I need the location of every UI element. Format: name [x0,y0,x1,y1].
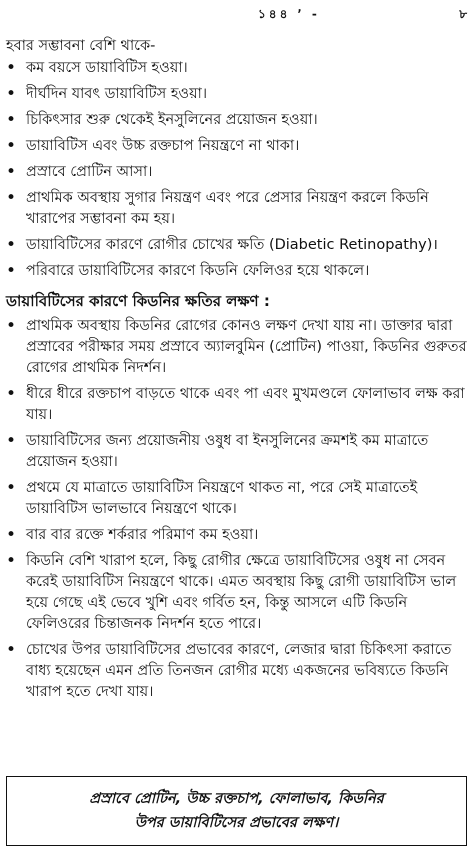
page-content [6,36,468,708]
bullet-icon: • [6,235,17,255]
list-item [6,235,468,256]
list-item [6,431,468,473]
list-item-text: পরিবারে ডায়াবিটিসের কারণে কিডনি ফেলিওর হয়ে থাকলে। [26,263,370,279]
header-marks: ১৪৪ ՚ ‑ [258,7,320,21]
list-item-text: কিডনি বেশি খারাপ হলে, কিছু রোগীর ক্ষেত্রে ডায়াবিটিসের ওষুধ না সেবন করেই ডায়াবিটিস নিয়ন্ত্রণে থাকে। এমত অবস্থায় কিছু রোগী ডায়াবিটিস ভাল হয়ে গেছে এই ভেবে খুশি এবং গর্বিত হন, কিন্তু আসলে এটি কিডনি ফেলিওরের চিন্তাজনক নিদর্শন হতে পারে। [26,553,457,632]
bullet-icon: • [6,188,17,208]
list-item [6,384,468,426]
bullet-icon: • [6,316,17,336]
list-item [6,551,468,635]
list-item [6,261,468,282]
list-item-text: ডায়াবিটিসের জন্য প্রয়োজনীয় ওষুধ বা ইনসুলিনের ক্রমশই কম মাত্রাতে প্রয়োজন হওয়া। [26,433,429,470]
list-item-text: ডায়াবিটিস এবং উচ্চ রক্তচাপ নিয়ন্ত্রণে না থাকা। [26,138,300,154]
list-item-text: প্রাথমিক অবস্থায় সুগার নিয়ন্ত্রণ এবং পরে প্রেসার নিয়ন্ত্রণ করলে কিডনি খারাপের সম্ভাবনা কম হয়। [26,190,429,227]
list-item-text: ডায়াবিটিসের কারণে রোগীর চোখের ক্ষতি (Diabetic Retinopathy)। [26,237,438,253]
list-item-text: ধীরে ধীরে রক্তচাপ বাড়তে থাকে এবং পা এবং মুখমণ্ডলে ফোলাভাব লক্ষ করা যায়। [26,386,465,423]
bullet-icon: • [6,261,17,281]
bullet-icon: • [6,58,17,78]
list-item [6,162,468,183]
symptom-list [6,316,468,703]
page-number: ৮ [459,7,467,21]
list-item [6,525,468,546]
bullet-icon: • [6,110,17,130]
bullet-icon: • [6,640,17,660]
list-item-text: চিকিৎসার শুরু থেকেই ইনসুলিনের প্রয়োজন হওয়া। [26,112,318,128]
list-item [6,188,468,230]
note-box [6,776,467,846]
list-item [6,110,468,131]
bullet-icon: • [6,431,17,451]
bullet-icon: • [6,84,17,104]
bullet-icon: • [6,551,17,571]
bullet-icon: • [6,384,17,404]
risk-list [6,58,468,282]
bullet-icon: • [6,478,17,498]
list-item [6,478,468,520]
list-item-text: চোখের উপর ডায়াবিটিসের প্রভাবের কারণে, লেজার দ্বারা চিকিৎসা করাতে বাধ্য হয়েছেন এমন প্রতি তিনজন রোগীর মধ্যে একজনের ভবিষ্যতে কিডনি খারাপ হতে দেখা যায়। [26,642,452,700]
note-line-2: উপর ডায়াবিটিসের প্রভাবের লক্ষণ। [134,815,339,831]
list-item [6,316,468,379]
bullet-icon: • [6,162,17,182]
list-item-text: প্রাথমিক অবস্থায় কিডনির রোগের কোনও লক্ষণ দেখা যায় না। ডাক্তার দ্বারা প্রস্রাবের পরীক্ষার সময় প্রস্রাবে অ্যালবুমিন (প্রোটিন) পাওয়া, কিডনির গুরুতর রোগের প্রাথমিক নিদর্শন। [26,318,467,376]
list-item-text: দীর্ঘদিন যাবৎ ডায়াবিটিস হওয়া। [26,86,208,102]
list-item-text: প্রস্রাবে প্রোটিন আসা। [26,164,153,180]
list-item [6,640,468,703]
section-heading: ডায়াবিটিসের কারণে কিডনির ক্ষতির লক্ষণ : [6,292,270,310]
list-item-text: বার বার রক্তে শর্করার পরিমাণ কম হওয়া। [26,527,259,543]
intro-text: হবার সম্ভাবনা বেশি থাকে- [6,38,156,54]
bullet-icon: • [6,525,17,545]
page-header [0,4,475,24]
list-item-text: কম বয়সে ডায়াবিটিস হওয়া। [26,60,188,76]
list-item [6,84,468,105]
list-item [6,136,468,157]
list-item [6,58,468,79]
list-item-text: প্রথমে যে মাত্রাতে ডায়াবিটিস নিয়ন্ত্রণে থাকত না, পরে সেই মাত্রাতেই ডায়াবিটিস ভালভাবে নিয়ন্ত্রণে থাকে। [26,480,418,517]
bullet-icon: • [6,136,17,156]
note-line-1: প্রস্রাবে প্রোটিন, উচ্চ রক্তচাপ, ফোলাভাব, কিডনির [89,791,384,807]
